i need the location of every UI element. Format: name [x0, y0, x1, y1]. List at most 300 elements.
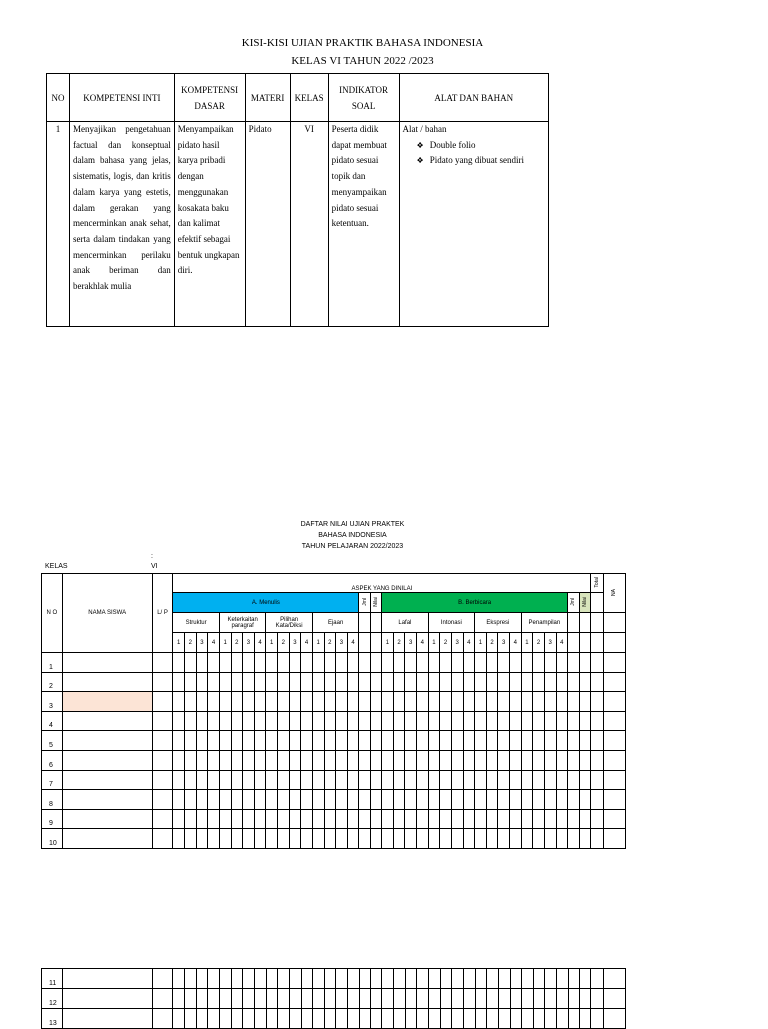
score-cell[interactable]	[510, 711, 522, 731]
score-cell[interactable]	[568, 711, 579, 731]
score-cell[interactable]	[580, 1009, 591, 1029]
score-cell[interactable]	[359, 969, 370, 989]
score-cell[interactable]	[580, 969, 591, 989]
score-cell[interactable]	[603, 672, 625, 692]
score-cell[interactable]	[393, 790, 405, 810]
score-cell[interactable]	[301, 829, 313, 849]
score-cell[interactable]	[417, 829, 429, 849]
score-cell[interactable]	[370, 711, 381, 731]
score-cell[interactable]	[347, 829, 359, 849]
score-cell[interactable]	[475, 1009, 487, 1029]
score-cell[interactable]	[405, 692, 417, 712]
score-cell[interactable]	[312, 653, 324, 673]
score-cell[interactable]	[417, 692, 429, 712]
score-cell[interactable]	[603, 692, 625, 712]
score-cell[interactable]	[521, 692, 533, 712]
score-cell[interactable]	[243, 750, 255, 770]
score-cell[interactable]	[475, 672, 487, 692]
score-cell[interactable]	[393, 809, 405, 829]
score-cell[interactable]	[510, 1009, 522, 1029]
score-cell[interactable]	[498, 989, 510, 1009]
score-cell[interactable]	[405, 969, 417, 989]
score-cell[interactable]	[452, 1009, 464, 1029]
score-cell[interactable]	[243, 829, 255, 849]
score-cell[interactable]	[266, 711, 278, 731]
score-cell[interactable]	[231, 672, 243, 692]
score-cell[interactable]	[231, 770, 243, 790]
score-cell[interactable]	[324, 711, 336, 731]
score-cell[interactable]	[152, 711, 173, 731]
score-cell[interactable]	[568, 770, 579, 790]
score-cell[interactable]	[185, 790, 197, 810]
score-cell[interactable]	[591, 672, 603, 692]
score-cell[interactable]	[301, 672, 313, 692]
score-cell[interactable]	[370, 731, 381, 751]
score-cell[interactable]	[219, 672, 231, 692]
score-cell[interactable]	[243, 989, 255, 1009]
score-cell[interactable]	[254, 1009, 266, 1029]
score-cell[interactable]	[173, 731, 185, 751]
score-cell[interactable]	[382, 672, 394, 692]
score-cell[interactable]	[382, 711, 394, 731]
score-cell[interactable]	[405, 1009, 417, 1029]
score-cell[interactable]	[278, 809, 290, 829]
score-cell[interactable]	[359, 790, 370, 810]
score-cell[interactable]	[556, 692, 568, 712]
score-cell[interactable]	[487, 969, 499, 989]
score-cell[interactable]	[591, 711, 603, 731]
score-cell[interactable]	[556, 731, 568, 751]
score-cell[interactable]	[498, 731, 510, 751]
score-cell[interactable]	[463, 711, 475, 731]
score-cell[interactable]	[428, 653, 440, 673]
score-cell[interactable]	[591, 989, 603, 1009]
score-cell[interactable]	[498, 692, 510, 712]
score-cell[interactable]	[603, 770, 625, 790]
score-cell[interactable]	[196, 672, 208, 692]
score-cell[interactable]	[208, 672, 220, 692]
score-cell[interactable]	[544, 809, 556, 829]
score-cell[interactable]	[312, 829, 324, 849]
score-cell[interactable]	[475, 711, 487, 731]
score-cell[interactable]	[557, 989, 569, 1009]
score-cell[interactable]	[522, 1009, 534, 1029]
score-cell[interactable]	[568, 969, 579, 989]
score-cell[interactable]	[463, 829, 475, 849]
score-cell[interactable]	[429, 969, 441, 989]
score-cell[interactable]	[312, 750, 324, 770]
score-cell[interactable]	[173, 989, 185, 1009]
score-cell[interactable]	[312, 711, 324, 731]
score-cell[interactable]	[440, 750, 452, 770]
score-cell[interactable]	[347, 711, 359, 731]
score-cell[interactable]	[152, 672, 173, 692]
score-cell[interactable]	[185, 809, 197, 829]
score-cell[interactable]	[254, 969, 266, 989]
score-cell[interactable]	[405, 790, 417, 810]
score-cell[interactable]	[301, 770, 313, 790]
score-cell[interactable]	[219, 790, 231, 810]
score-cell[interactable]	[185, 731, 197, 751]
score-cell[interactable]	[301, 653, 313, 673]
score-cell[interactable]	[152, 770, 173, 790]
score-cell[interactable]	[347, 750, 359, 770]
score-cell[interactable]	[243, 770, 255, 790]
score-cell[interactable]	[289, 770, 301, 790]
score-cell[interactable]	[429, 989, 441, 1009]
score-cell[interactable]	[243, 790, 255, 810]
score-cell[interactable]	[196, 969, 208, 989]
score-cell[interactable]	[579, 829, 591, 849]
score-cell[interactable]	[556, 790, 568, 810]
score-cell[interactable]	[429, 1009, 441, 1029]
score-cell[interactable]	[312, 770, 324, 790]
score-cell[interactable]	[152, 829, 173, 849]
score-cell[interactable]	[394, 1009, 406, 1029]
score-cell[interactable]	[556, 770, 568, 790]
score-cell[interactable]	[382, 790, 394, 810]
score-cell[interactable]	[219, 692, 231, 712]
score-cell[interactable]	[347, 790, 359, 810]
score-cell[interactable]	[556, 750, 568, 770]
score-cell[interactable]	[266, 809, 278, 829]
nama-siswa-cell[interactable]	[62, 989, 152, 1009]
score-cell[interactable]	[544, 711, 556, 731]
score-cell[interactable]	[440, 809, 452, 829]
score-cell[interactable]	[336, 750, 348, 770]
score-cell[interactable]	[219, 731, 231, 751]
score-cell[interactable]	[556, 672, 568, 692]
score-cell[interactable]	[313, 1009, 325, 1029]
score-cell[interactable]	[440, 969, 452, 989]
score-cell[interactable]	[475, 790, 487, 810]
score-cell[interactable]	[359, 1009, 370, 1029]
score-cell[interactable]	[266, 750, 278, 770]
score-cell[interactable]	[289, 1009, 301, 1029]
score-cell[interactable]	[173, 829, 185, 849]
score-cell[interactable]	[544, 770, 556, 790]
score-cell[interactable]	[382, 829, 394, 849]
score-cell[interactable]	[417, 809, 429, 829]
score-cell[interactable]	[521, 731, 533, 751]
score-cell[interactable]	[603, 653, 625, 673]
score-cell[interactable]	[278, 969, 290, 989]
score-cell[interactable]	[545, 989, 557, 1009]
score-cell[interactable]	[370, 829, 381, 849]
score-cell[interactable]	[219, 750, 231, 770]
score-cell[interactable]	[510, 672, 522, 692]
score-cell[interactable]	[393, 770, 405, 790]
score-cell[interactable]	[603, 809, 625, 829]
score-cell[interactable]	[393, 829, 405, 849]
score-cell[interactable]	[603, 989, 625, 1009]
score-cell[interactable]	[393, 653, 405, 673]
score-cell[interactable]	[196, 989, 208, 1009]
score-cell[interactable]	[208, 653, 220, 673]
score-cell[interactable]	[545, 1009, 557, 1029]
nama-siswa-cell[interactable]	[62, 692, 152, 712]
score-cell[interactable]	[231, 692, 243, 712]
score-cell[interactable]	[289, 750, 301, 770]
score-cell[interactable]	[498, 969, 510, 989]
score-cell[interactable]	[603, 969, 625, 989]
score-cell[interactable]	[347, 770, 359, 790]
score-cell[interactable]	[196, 809, 208, 829]
score-cell[interactable]	[231, 790, 243, 810]
score-cell[interactable]	[152, 809, 173, 829]
score-cell[interactable]	[266, 653, 278, 673]
score-cell[interactable]	[254, 790, 266, 810]
score-cell[interactable]	[463, 692, 475, 712]
score-cell[interactable]	[463, 731, 475, 751]
score-cell[interactable]	[579, 790, 591, 810]
score-cell[interactable]	[428, 731, 440, 751]
nama-siswa-cell[interactable]	[62, 1009, 152, 1029]
score-cell[interactable]	[417, 672, 429, 692]
score-cell[interactable]	[231, 1009, 243, 1029]
score-cell[interactable]	[533, 829, 545, 849]
score-cell[interactable]	[428, 750, 440, 770]
score-cell[interactable]	[208, 969, 220, 989]
score-cell[interactable]	[220, 1009, 232, 1029]
score-cell[interactable]	[451, 653, 463, 673]
score-cell[interactable]	[394, 969, 406, 989]
score-cell[interactable]	[417, 770, 429, 790]
score-cell[interactable]	[152, 731, 173, 751]
score-cell[interactable]	[254, 653, 266, 673]
score-cell[interactable]	[289, 809, 301, 829]
score-cell[interactable]	[208, 711, 220, 731]
score-cell[interactable]	[185, 672, 197, 692]
score-cell[interactable]	[579, 692, 591, 712]
score-cell[interactable]	[289, 989, 301, 1009]
score-cell[interactable]	[185, 711, 197, 731]
score-cell[interactable]	[370, 809, 381, 829]
score-cell[interactable]	[266, 790, 278, 810]
score-cell[interactable]	[173, 790, 185, 810]
score-cell[interactable]	[278, 750, 290, 770]
score-cell[interactable]	[208, 829, 220, 849]
score-cell[interactable]	[510, 692, 522, 712]
score-cell[interactable]	[498, 829, 510, 849]
score-cell[interactable]	[359, 653, 370, 673]
score-cell[interactable]	[382, 989, 394, 1009]
score-cell[interactable]	[405, 653, 417, 673]
score-cell[interactable]	[196, 653, 208, 673]
score-cell[interactable]	[451, 692, 463, 712]
score-cell[interactable]	[347, 653, 359, 673]
score-cell[interactable]	[173, 692, 185, 712]
score-cell[interactable]	[208, 692, 220, 712]
score-cell[interactable]	[371, 1009, 382, 1029]
score-cell[interactable]	[440, 829, 452, 849]
score-cell[interactable]	[278, 731, 290, 751]
score-cell[interactable]	[451, 770, 463, 790]
score-cell[interactable]	[312, 672, 324, 692]
score-cell[interactable]	[336, 829, 348, 849]
score-cell[interactable]	[544, 829, 556, 849]
score-cell[interactable]	[440, 790, 452, 810]
score-cell[interactable]	[579, 653, 591, 673]
score-cell[interactable]	[173, 770, 185, 790]
score-cell[interactable]	[348, 989, 360, 1009]
score-cell[interactable]	[428, 672, 440, 692]
score-cell[interactable]	[152, 989, 173, 1009]
score-cell[interactable]	[289, 969, 301, 989]
score-cell[interactable]	[393, 731, 405, 751]
score-cell[interactable]	[336, 790, 348, 810]
score-cell[interactable]	[417, 653, 429, 673]
score-cell[interactable]	[278, 989, 290, 1009]
score-cell[interactable]	[556, 829, 568, 849]
score-cell[interactable]	[591, 653, 603, 673]
score-cell[interactable]	[301, 969, 313, 989]
score-cell[interactable]	[603, 829, 625, 849]
score-cell[interactable]	[348, 969, 360, 989]
score-cell[interactable]	[301, 1009, 313, 1029]
score-cell[interactable]	[231, 711, 243, 731]
score-cell[interactable]	[428, 770, 440, 790]
score-cell[interactable]	[324, 969, 336, 989]
score-cell[interactable]	[347, 672, 359, 692]
score-cell[interactable]	[231, 809, 243, 829]
score-cell[interactable]	[336, 809, 348, 829]
score-cell[interactable]	[510, 770, 522, 790]
score-cell[interactable]	[475, 809, 487, 829]
score-cell[interactable]	[498, 790, 510, 810]
score-cell[interactable]	[475, 731, 487, 751]
score-cell[interactable]	[324, 770, 336, 790]
score-cell[interactable]	[278, 790, 290, 810]
score-cell[interactable]	[152, 653, 173, 673]
score-cell[interactable]	[475, 989, 487, 1009]
score-cell[interactable]	[486, 653, 498, 673]
score-cell[interactable]	[603, 750, 625, 770]
score-cell[interactable]	[510, 731, 522, 751]
score-cell[interactable]	[231, 969, 243, 989]
score-cell[interactable]	[382, 750, 394, 770]
score-cell[interactable]	[544, 653, 556, 673]
score-cell[interactable]	[463, 750, 475, 770]
score-cell[interactable]	[301, 809, 313, 829]
score-cell[interactable]	[173, 1009, 185, 1029]
score-cell[interactable]	[533, 770, 545, 790]
score-cell[interactable]	[301, 989, 313, 1009]
score-cell[interactable]	[463, 770, 475, 790]
score-cell[interactable]	[579, 809, 591, 829]
score-cell[interactable]	[533, 969, 545, 989]
score-cell[interactable]	[208, 731, 220, 751]
score-cell[interactable]	[359, 711, 370, 731]
score-cell[interactable]	[510, 809, 522, 829]
score-cell[interactable]	[278, 653, 290, 673]
score-cell[interactable]	[591, 790, 603, 810]
score-cell[interactable]	[371, 989, 382, 1009]
score-cell[interactable]	[591, 969, 603, 989]
score-cell[interactable]	[278, 711, 290, 731]
score-cell[interactable]	[521, 672, 533, 692]
score-cell[interactable]	[544, 672, 556, 692]
score-cell[interactable]	[544, 692, 556, 712]
score-cell[interactable]	[301, 692, 313, 712]
score-cell[interactable]	[475, 969, 487, 989]
score-cell[interactable]	[289, 672, 301, 692]
score-cell[interactable]	[336, 969, 348, 989]
score-cell[interactable]	[289, 731, 301, 751]
score-cell[interactable]	[533, 711, 545, 731]
score-cell[interactable]	[278, 692, 290, 712]
score-cell[interactable]	[498, 770, 510, 790]
score-cell[interactable]	[382, 770, 394, 790]
score-cell[interactable]	[185, 750, 197, 770]
score-cell[interactable]	[568, 1009, 579, 1029]
nama-siswa-cell[interactable]	[62, 809, 152, 829]
score-cell[interactable]	[533, 989, 545, 1009]
score-cell[interactable]	[568, 672, 579, 692]
score-cell[interactable]	[533, 750, 545, 770]
score-cell[interactable]	[208, 809, 220, 829]
score-cell[interactable]	[382, 731, 394, 751]
score-cell[interactable]	[405, 672, 417, 692]
score-cell[interactable]	[463, 653, 475, 673]
score-cell[interactable]	[289, 790, 301, 810]
score-cell[interactable]	[556, 711, 568, 731]
score-cell[interactable]	[382, 653, 394, 673]
score-cell[interactable]	[370, 672, 381, 692]
score-cell[interactable]	[301, 711, 313, 731]
score-cell[interactable]	[173, 653, 185, 673]
score-cell[interactable]	[579, 711, 591, 731]
score-cell[interactable]	[498, 672, 510, 692]
score-cell[interactable]	[452, 969, 464, 989]
score-cell[interactable]	[533, 1009, 545, 1029]
score-cell[interactable]	[579, 750, 591, 770]
score-cell[interactable]	[440, 989, 452, 1009]
score-cell[interactable]	[254, 809, 266, 829]
score-cell[interactable]	[370, 770, 381, 790]
score-cell[interactable]	[278, 770, 290, 790]
score-cell[interactable]	[475, 829, 487, 849]
score-cell[interactable]	[231, 989, 243, 1009]
score-cell[interactable]	[324, 1009, 336, 1029]
score-cell[interactable]	[185, 989, 197, 1009]
score-cell[interactable]	[301, 790, 313, 810]
score-cell[interactable]	[219, 829, 231, 849]
score-cell[interactable]	[440, 731, 452, 751]
score-cell[interactable]	[324, 989, 336, 1009]
score-cell[interactable]	[348, 1009, 360, 1029]
score-cell[interactable]	[370, 790, 381, 810]
score-cell[interactable]	[452, 989, 464, 1009]
score-cell[interactable]	[591, 1009, 603, 1029]
score-cell[interactable]	[440, 711, 452, 731]
nama-siswa-cell[interactable]	[62, 969, 152, 989]
score-cell[interactable]	[324, 750, 336, 770]
score-cell[interactable]	[451, 672, 463, 692]
score-cell[interactable]	[486, 770, 498, 790]
score-cell[interactable]	[544, 790, 556, 810]
score-cell[interactable]	[359, 750, 370, 770]
score-cell[interactable]	[568, 692, 579, 712]
score-cell[interactable]	[475, 653, 487, 673]
score-cell[interactable]	[417, 750, 429, 770]
score-cell[interactable]	[521, 653, 533, 673]
score-cell[interactable]	[603, 790, 625, 810]
score-cell[interactable]	[243, 1009, 255, 1029]
score-cell[interactable]	[463, 790, 475, 810]
score-cell[interactable]	[347, 692, 359, 712]
score-cell[interactable]	[208, 750, 220, 770]
